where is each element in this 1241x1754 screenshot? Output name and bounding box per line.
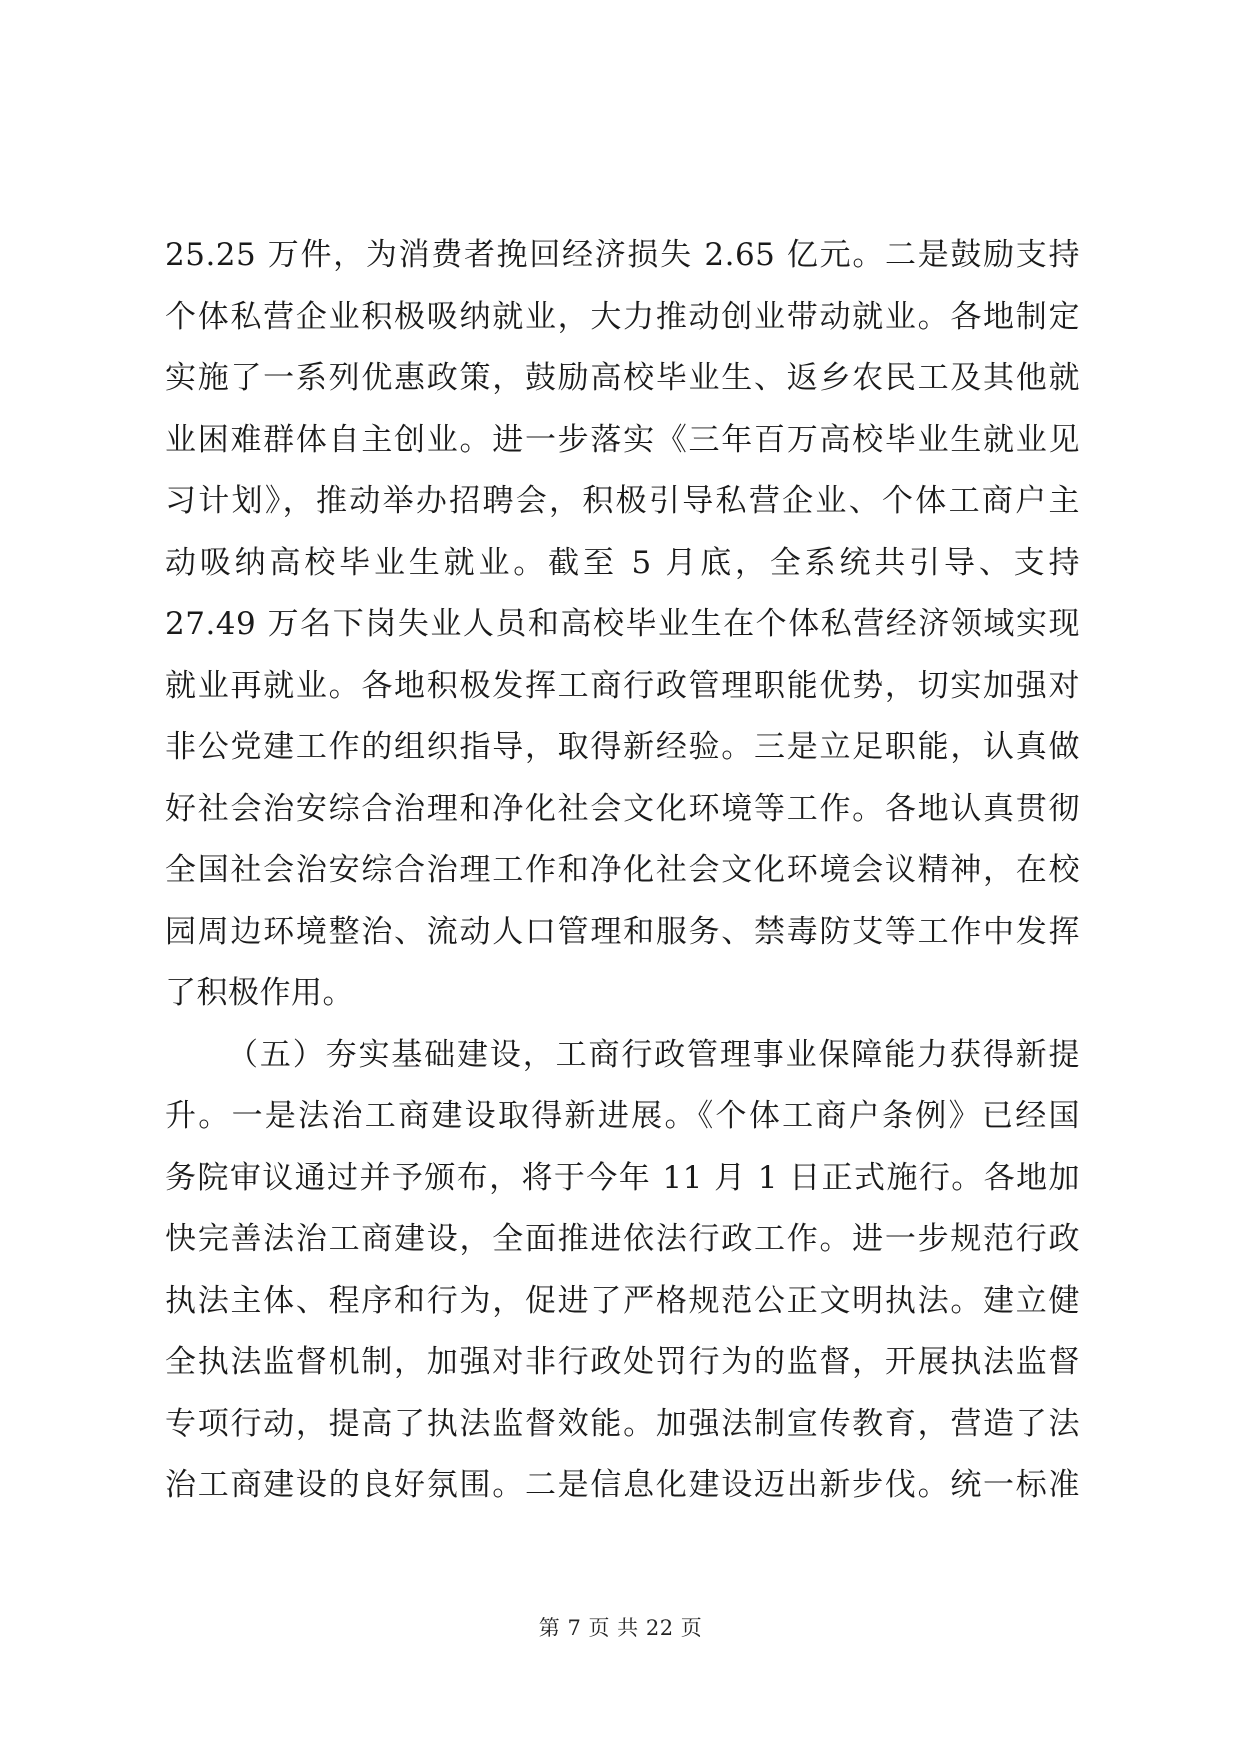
text-line: 执法主体、程序和行为，促进了严格规范公正文明执法。建立健	[165, 1282, 1080, 1319]
text-line: 习计划》，推动举办招聘会，积极引导私营企业、个体工商户主	[165, 483, 1080, 519]
paragraph-start-line: （五）夯实基础建设，工商行政管理事业保障能力获得新提	[227, 1036, 1080, 1073]
text-line: 治工商建设的良好氛围。二是信息化建设迈出新步伐。统一标准	[165, 1467, 1080, 1503]
text-line: 全执法监督机制，加强对非行政处罚行为的监督，开展执法监督	[165, 1344, 1080, 1380]
text-line: 就业再就业。各地积极发挥工商行政管理职能优势，切实加强对	[165, 667, 1080, 704]
text-line: 升。一是法治工商建设取得新进展。《个体工商户条例》已经国	[165, 1098, 1080, 1134]
page-number-footer: 第 7 页 共 22 页	[538, 1616, 703, 1640]
text-line: 务院审议通过并予颁布，将于今年 11 月 1 日正式施行。各地加	[165, 1159, 1080, 1196]
text-line: 25.25 万件，为消费者挽回经济损失 2.65 亿元。二是鼓励支持	[165, 237, 1080, 273]
text-line: 业困难群体自主创业。进一步落实《三年百万高校毕业生就业见	[165, 421, 1080, 458]
text-line: 动吸纳高校毕业生就业。截至 5 月底，全系统共引导、支持	[165, 544, 1080, 581]
text-line: 了积极作用。	[165, 975, 354, 1011]
text-line: 27.49 万名下岗失业人员和高校毕业生在个体私营经济领域实现	[165, 606, 1080, 642]
text-line: 快完善法治工商建设，全面推进依法行政工作。进一步规范行政	[165, 1221, 1080, 1257]
text-line: 非公党建工作的组织指导，取得新经验。三是立足职能，认真做	[165, 729, 1080, 765]
text-line: 全国社会治安综合治理工作和净化社会文化环境会议精神，在校	[165, 852, 1080, 888]
text-line: 实施了一系列优惠政策，鼓励高校毕业生、返乡农民工及其他就	[165, 360, 1080, 396]
text-line: 个体私营企业积极吸纳就业，大力推动创业带动就业。各地制定	[165, 298, 1080, 335]
text-line: 好社会治安综合治理和净化社会文化环境等工作。各地认真贯彻	[165, 790, 1080, 827]
text-line: 园周边环境整治、流动人口管理和服务、禁毒防艾等工作中发挥	[165, 913, 1080, 950]
body-text	[165, 225, 1080, 1517]
text-line: 专项行动，提高了执法监督效能。加强法制宣传教育，营造了法	[165, 1405, 1080, 1442]
